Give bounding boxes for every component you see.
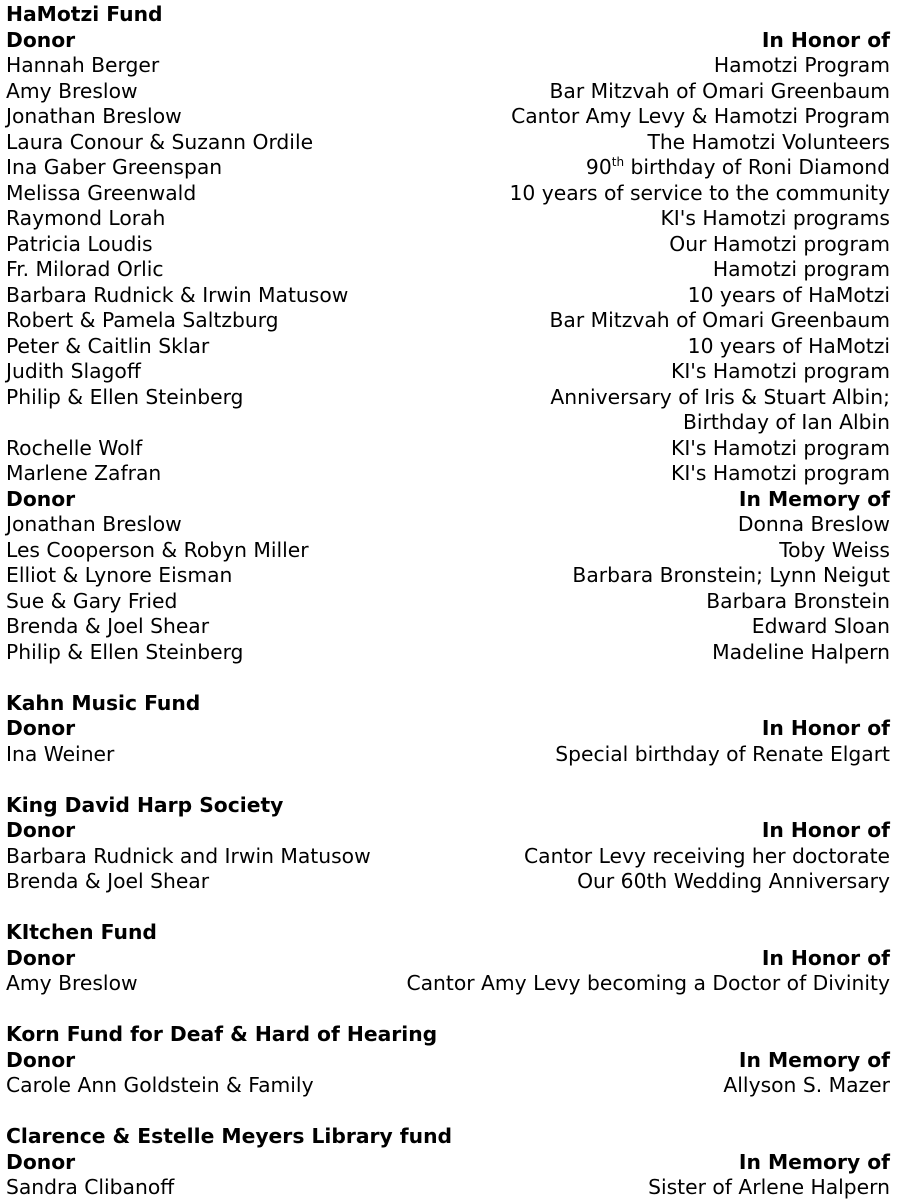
donor-name: Amy Breslow [6,78,138,103]
column-header-row [6,818,890,844]
donor-name: Barbara Rudnick and Irwin Matusow [6,843,371,868]
donor-name: Sue & Gary Fried [6,588,178,613]
column-header-row [6,487,890,513]
donation-row [6,283,890,309]
donor-header: Donor [6,486,76,511]
honoree-text: KI's Hamotzi programs [660,206,890,230]
donation-row [6,257,890,283]
honoree-text: Sister of Arlene Halpern [648,1175,890,1199]
donor-name: Carole Ann Goldstein & Family [6,1073,314,1097]
honoree-text: Barbara Bronstein [706,588,890,613]
donor-name: Brenda & Joel Shear [6,614,210,638]
honoree-line: Anniversary of Iris & Stuart Albin; [550,384,890,409]
honoree-text: Barbara Bronstein; Lynn Neigut [572,563,890,587]
donation-row [6,53,890,79]
donation-row [6,1073,890,1099]
fund-title: HaMotzi Fund [6,2,163,26]
donation-row [6,181,890,207]
donor-name: Robert & Pamela Saltzburg [6,308,279,332]
honoree-text: Our Hamotzi program [669,231,890,256]
donation-row [6,563,890,589]
donor-name: Brenda & Joel Shear [6,869,210,893]
donation-row [6,589,890,615]
honoree-header: In Honor of [761,716,890,740]
donation-row [6,461,890,487]
honoree-text: KI's Hamotzi program [671,435,890,460]
honoree-text: Hamotzi Program [713,53,890,77]
fund-title: King David Harp Society [6,792,284,817]
donor-name: Philip & Ellen Steinberg [6,639,244,664]
column-header-row [6,716,890,742]
honoree-text [586,155,890,181]
honoree-text: Toby Weiss [779,537,890,562]
honoree-text: Bar Mitzvah of Omari Greenbaum [549,78,890,103]
honoree-header: In Memory of [738,1149,890,1174]
donation-row [6,155,890,181]
donation-row [6,538,890,564]
donor-name: Elliot & Lynore Eisman [6,563,233,587]
honoree-text: Special birthday of Renate Elgart [555,741,890,766]
donor-name: Les Cooperson & Robyn Miller [6,537,309,562]
honoree-text: KI's Hamotzi program [671,461,890,485]
donor-name: Sandra Clibanoff [6,1175,175,1199]
donation-row [6,308,890,334]
donor-name: Peter & Caitlin Sklar [6,333,210,358]
fund-title: Clarence & Estelle Meyers Library fund [6,1124,453,1148]
honoree-rest: birthday of Roni Diamond [624,155,890,179]
honoree-text: 10 years of HaMotzi [687,333,890,358]
donor-name: Laura Conour & Suzann Ordile [6,129,314,154]
honoree-text: Edward Sloan [751,614,890,638]
honoree-header: In Honor of [761,945,890,970]
honoree-header: In Honor of [761,818,890,842]
donation-row [6,130,890,156]
donor-header: Donor [6,818,76,842]
honoree-text: Hamotzi program [712,257,890,281]
fund-title: Korn Fund for Deaf & Hard of Hearing [6,1022,438,1046]
donor-name: Amy Breslow [6,971,138,995]
fund-section [6,920,890,997]
honoree-text: KI's Hamotzi program [671,359,890,383]
fund-title: KItchen Fund [6,920,157,944]
ordinal-suffix: th [611,155,625,169]
honoree-text: Donna Breslow [737,512,890,536]
donation-row [6,640,890,666]
honoree-line: Birthday of Ian Albin [682,410,890,434]
donor-header: Donor [6,945,76,970]
donor-name: Ina Weiner [6,741,115,766]
donation-row [6,512,890,538]
honoree-text: Cantor Amy Levy becoming a Doctor of Divinity [406,971,890,995]
donation-row [6,869,890,895]
donation-row [6,359,890,385]
honoree-text: Cantor Levy receiving her doctorate [523,843,890,868]
column-header-row [6,1048,890,1074]
donor-name: Barbara Rudnick & Irwin Matusow [6,282,349,307]
honoree-text: 10 years of service to the community [509,180,890,205]
honoree-text: Bar Mitzvah of Omari Greenbaum [549,308,890,332]
column-header-row [6,1150,890,1176]
column-header-row [6,946,890,972]
donation-row [6,385,890,436]
donor-name: Fr. Milorad Orlic [6,257,164,281]
fund-title: Kahn Music Fund [6,690,201,715]
fund-section [6,691,890,768]
donor-name: Marlene Zafran [6,461,162,485]
donor-name: Jonathan Breslow [6,104,182,128]
donation-row [6,104,890,130]
donor-name: Hannah Berger [6,53,160,77]
donor-name: Judith Slagoff [6,359,141,383]
honoree-text: Allyson S. Mazer [723,1073,890,1097]
donor-header: Donor [6,1149,76,1174]
donor-name: Philip & Ellen Steinberg [6,384,244,409]
honoree-text: Cantor Amy Levy & Hamotzi Program [511,104,890,128]
honoree-text: The Hamotzi Volunteers [647,129,890,154]
fund-section [6,793,890,895]
donation-row [6,844,890,870]
donor-name: Rochelle Wolf [6,435,143,460]
honoree-text: Madeline Halpern [712,639,890,664]
donor-header: Donor [6,27,76,52]
fund-section [6,2,890,665]
donation-row [6,1175,890,1201]
fund-section [6,1022,890,1099]
honoree-text: Our 60th Wedding Anniversary [577,869,890,893]
donor-name: Jonathan Breslow [6,512,182,536]
donor-header: Donor [6,716,76,740]
donor-name: Ina Gaber Greenspan [6,155,223,179]
donation-row [6,79,890,105]
donation-row [6,232,890,258]
donation-row [6,971,890,997]
donation-row [6,206,890,232]
honoree-header: In Honor of [761,27,890,52]
donation-row [6,334,890,360]
honoree-text: 10 years of HaMotzi [687,282,890,307]
ordinal-number: 90 [585,155,612,179]
honoree-text [550,385,890,436]
donor-name: Patricia Loudis [6,231,153,256]
donation-row [6,742,890,768]
honoree-header: In Memory of [738,1047,890,1072]
honoree-header: In Memory of [738,486,890,511]
donor-name: Melissa Greenwald [6,180,197,205]
donation-row [6,436,890,462]
donation-row [6,614,890,640]
fund-section [6,1124,890,1201]
donor-name: Raymond Lorah [6,206,166,230]
column-header-row [6,28,890,54]
donor-header: Donor [6,1047,76,1072]
